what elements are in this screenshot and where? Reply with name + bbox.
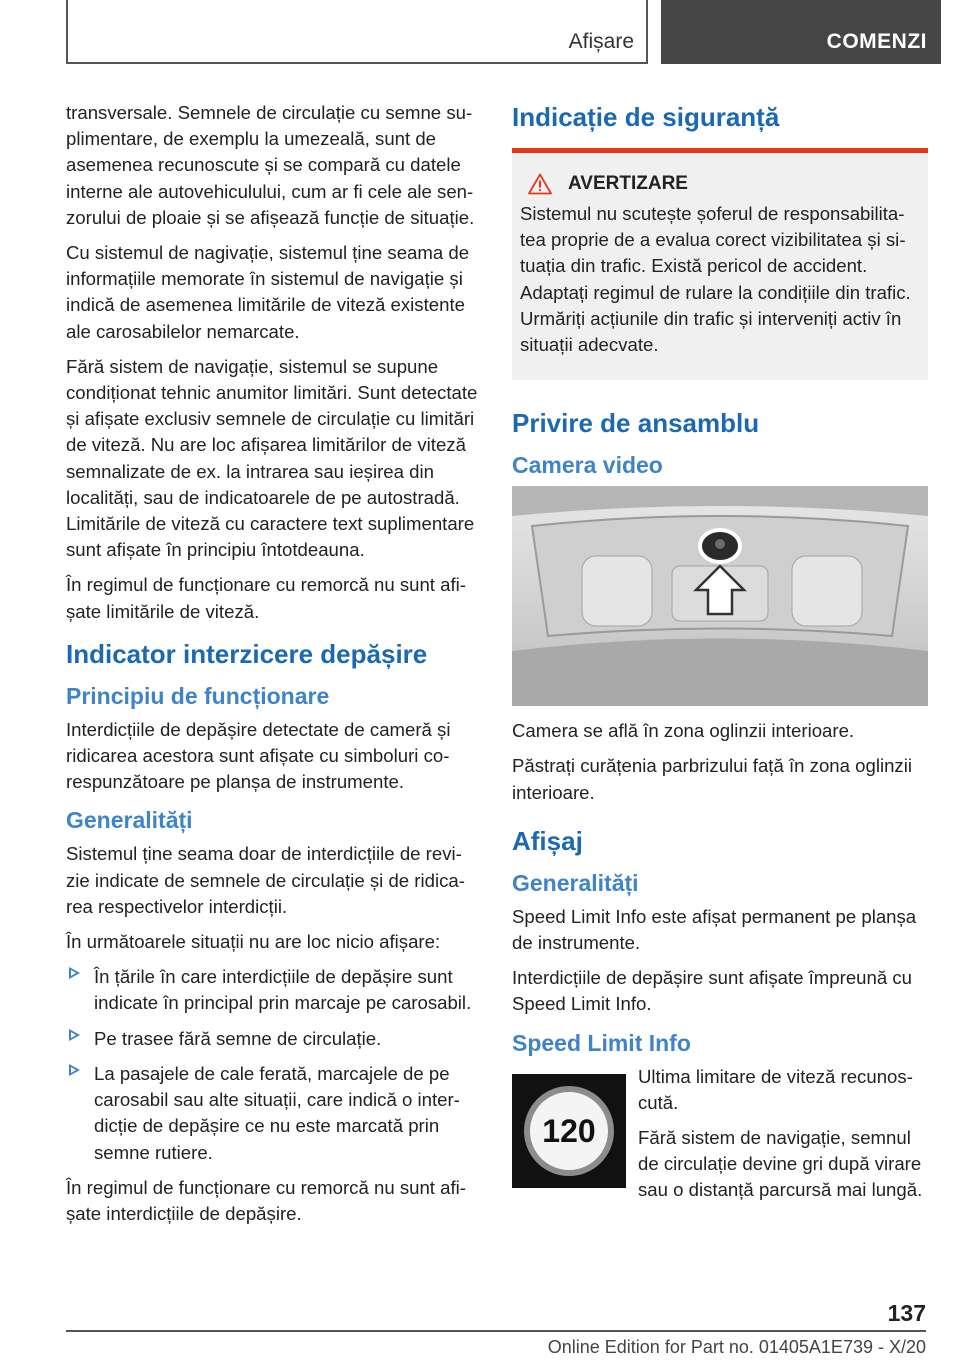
header-chapter-tab — [661, 0, 941, 64]
speed-limit-sign-icon — [512, 1074, 626, 1188]
list-item — [66, 1061, 478, 1166]
heading-general: Generalități — [512, 869, 639, 896]
paragraph: transversale. Semnele de circulație cu semne suplimentare, de exemplu la umezeală, sunt de asemenea recunoscute și se compară cu datele interne ale autovehiculului, cum ar fi cele ale senzorului de ploaie și se afișează funcție de situație. — [66, 102, 475, 228]
header-chapter-label: COMENZI — [826, 30, 927, 53]
footer-divider — [66, 1330, 926, 1332]
heading-operating-principle: Principiu de funcționare — [66, 682, 330, 709]
heading-display: Afișaj — [512, 825, 583, 856]
warning-text: Sistemul nu scutește șoferul de responsabilitatea proprie de a evalua corect vizibilitatea și situația din trafic. Există pericol de accident. Adaptați regimul de rulare la condițiile din trafic. Urmăriți acțiunile din trafic și interveniți activ în situații adecvate. — [520, 203, 911, 356]
speed-limit-block — [512, 1064, 928, 1214]
paragraph: În regimul de funcționare cu remorcă nu sunt afișate limitările de viteză. — [66, 574, 466, 622]
paragraph: Ultima limitare de viteză recunoscută. — [638, 1065, 913, 1113]
paragraph: Speed Limit Info este afișat permanent pe planșa de instrumente. — [512, 905, 917, 954]
heading-camera: Camera video — [512, 452, 663, 479]
paragraph: Cu sistemul de nagivație, sistemul ține seama de informațiile memorate în sistemul de navigație și indică de asemenea limitările de viteză existente ale carosabilelor nemarcate. — [66, 242, 470, 342]
heading-speed-limit-info: Speed Limit Info — [512, 1029, 691, 1056]
list-item — [66, 964, 478, 1016]
warning-title: AVERTIZARE — [568, 173, 688, 194]
triangle-bullet-icon — [69, 1064, 80, 1076]
heading-safety-note: Indicație de siguranță — [512, 102, 780, 132]
paragraph: Fără sistem de navigație, semnul de circulație devine gri după virare sau o distanță parcursă mai lungă. — [638, 1127, 923, 1201]
warning-box — [512, 148, 928, 380]
warning-triangle-icon — [528, 173, 552, 195]
camera-location-image — [512, 486, 928, 706]
paragraph: Păstrați curățenia parbrizului față în zona oglinzii interioare. — [512, 755, 912, 803]
paragraph: Sistemul ține seama doar de interdicțiile de revizie indicate de semnele de circulație și de ridicarea respectivelor interdicții. — [66, 843, 465, 917]
triangle-bullet-icon — [69, 967, 80, 979]
header-section-tab — [66, 0, 648, 64]
left-column — [66, 100, 478, 1236]
page-number: 137 — [887, 1300, 926, 1326]
paragraph: Fără sistem de navigație, sistemul se supune condiționat tehnic anumitor limitări. Sunt detectate și afișate exclusiv semnele de circulație cu limitări de viteză. Nu are loc afișarea limitărilor de viteză semnalizate de ex. la intrarea sau ieșirea din localități, sau de indicatoarele de pe autostradă. Limitările de viteză cu caractere text suplimentare sunt afișate în principiu întotdeauna. — [66, 355, 478, 561]
bullet-list — [66, 964, 478, 1165]
paragraph: În regimul de funcționare cu remorcă nu sunt afișate interdicțiile de depășire. — [66, 1176, 466, 1224]
paragraph: Interdicțiile de depășire sunt afișate împreună cu Speed Limit Info. — [512, 967, 912, 1015]
paragraph: În următoarele situații nu are loc nicio afișare: — [66, 931, 441, 953]
right-column — [512, 100, 928, 1214]
list-item-text: Pe trasee fără semne de circulație. — [94, 1027, 382, 1049]
list-item — [66, 1026, 478, 1052]
heading-overtake-indicator: Indicator interzicere depășire — [66, 638, 428, 669]
triangle-bullet-icon — [69, 1029, 80, 1041]
paragraph: Interdicțiile de depășire detectate de cameră și ridicarea acestora sunt afișate cu simboluri corespunzătoare pe planșa de instrumente. — [66, 718, 451, 793]
header-section-label: Afișare — [568, 30, 634, 53]
warning-header — [528, 173, 920, 195]
edition-note: Online Edition for Part no. 01405A1E739 - X/20 — [547, 1337, 926, 1357]
paragraph: Camera se află în zona oglinzii interioare. — [512, 720, 855, 742]
list-item-text: În țările în care interdicțiile de depășire sunt indicate în principal prin marcaje pe carosabil. — [94, 966, 472, 1014]
speed-limit-value: 120 — [542, 1112, 596, 1149]
heading-overview: Privire de ansamblu — [512, 408, 760, 439]
heading-general: Generalități — [66, 807, 193, 834]
list-item-text: La pasajele de cale ferată, marcajele de pe carosabil sau alte situații, care indică o interdicție de depășire ce nu este marcată prin semne rutiere. — [94, 1062, 460, 1163]
speed-limit-text — [638, 1064, 930, 1213]
